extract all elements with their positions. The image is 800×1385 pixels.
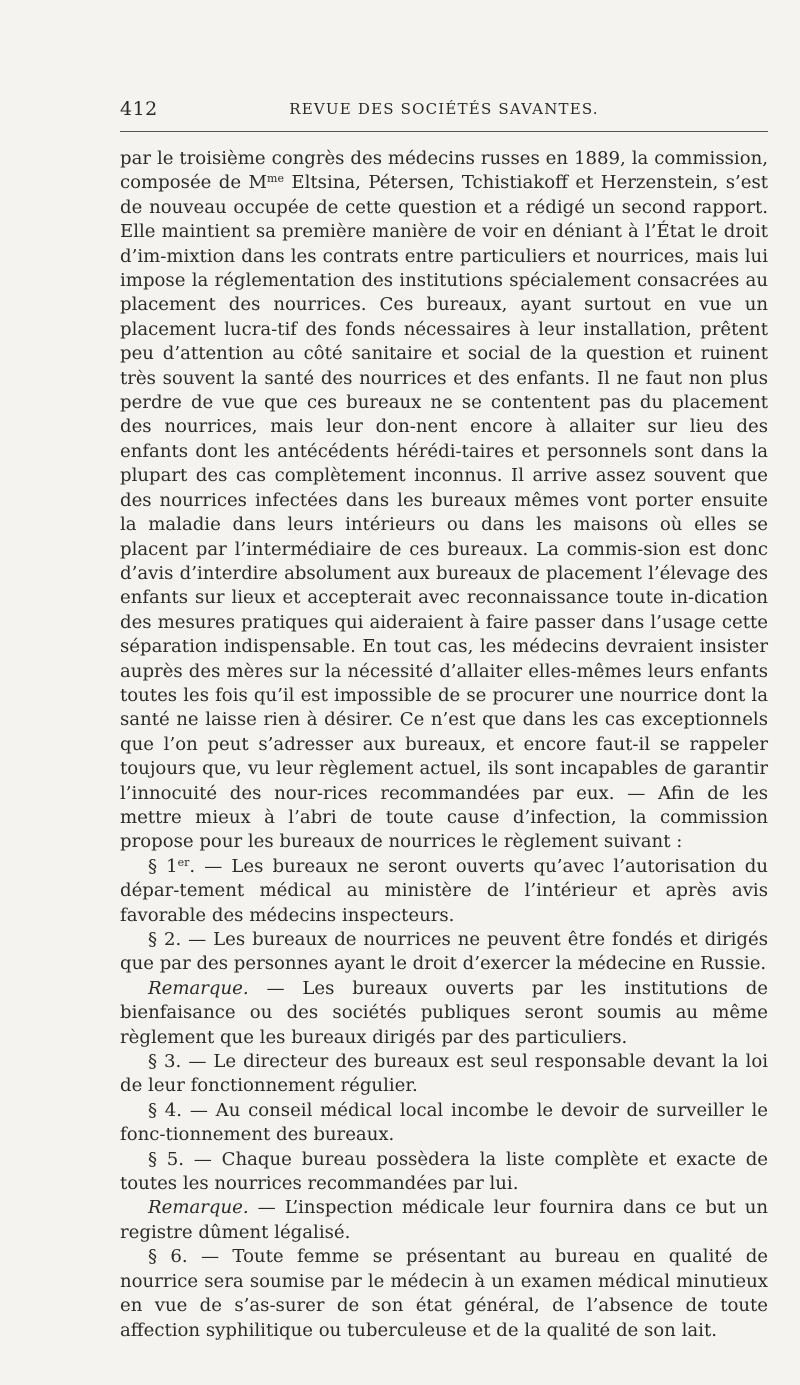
article-text: . — Les bureaux ne seront ouverts qu’avec l’autorisation du dépar-tement médical au ministère de l’intérieur et après avis favorable des médecins inspecteurs. xyxy=(120,855,768,926)
article-3 xyxy=(120,1050,768,1099)
article-1 xyxy=(120,855,768,928)
remark-text: — Les bureaux ouverts par les institutions de bienfaisance ou des sociétés publiques seront soumis au même règlement que les bureaux dirigés par des particuliers. xyxy=(120,977,768,1048)
remark-text: — L’inspection médicale leur fournira dans ce but un registre dûment légalisé. xyxy=(120,1197,768,1243)
remark-label: Remarque. xyxy=(148,977,249,999)
running-head xyxy=(120,98,768,124)
article-text: § 2. — Les bureaux de nourrices ne peuvent être fondés et dirigés que par des personnes ayant le droit d’exercer la médecine en Russie. xyxy=(120,929,768,975)
article-text: § 3. — Le directeur des bureaux est seul responsable devant la loi de leur fonctionnement régulier. xyxy=(120,1051,768,1097)
article-4 xyxy=(120,1099,768,1148)
remark-2 xyxy=(120,1196,768,1245)
article-number: § 1 xyxy=(148,855,178,877)
article-text: § 4. — Au conseil médical local incombe le devoir de surveiller le fonc-tionnement des bureaux. xyxy=(120,1099,768,1146)
header-rule xyxy=(120,131,768,132)
superscript: me xyxy=(267,172,284,186)
article-5 xyxy=(120,1148,768,1197)
superscript: er xyxy=(177,855,190,869)
paragraph-text: par le troisième congrès des médecins russes en 1889, la commission, composée de M xyxy=(120,148,768,194)
article-text: § 6. — Toute femme se présentant au bureau en qualité de nourrice sera soumise par le médecin à un examen médical minutieux en vue de s’as-surer de son état général, de l’absence de toute affection syphilitique ou tuberculeuse et de la qualité de son lait. xyxy=(120,1246,768,1341)
article-6 xyxy=(120,1245,768,1343)
article-2 xyxy=(120,928,768,977)
paragraph-commission xyxy=(120,147,768,855)
body-text xyxy=(120,147,768,1343)
remark-label: Remarque. xyxy=(148,1197,249,1219)
page-number: 412 xyxy=(120,98,158,120)
journal-title: REVUE DES SOCIÉTÉS SAVANTES. xyxy=(289,100,599,118)
remark-1 xyxy=(120,977,768,1050)
article-text: § 5. — Chaque bureau possèdera la liste complète et exacte de toutes les nourrices recommandées par lui. xyxy=(120,1148,768,1195)
paragraph-text: Eltsina, Pétersen, Tchistiakoff et Herzenstein, s’est de nouveau occupée de cette question et a rédigé un second rapport. Elle maintient sa première manière de voir en déniant à l’État le droit d’im-mixtion dans les contrats entre particuliers et nourrices, mais lui impose la réglementation des institutions spécialement consacrées au placement des nourrices. Ces bureaux, ayant surtout en vue un placement lucra-tif des fonds nécessaires à leur installation, prêtent peu d’attention au côté sanitaire et social de la question et ruinent très souvent la santé des nourrices et des enfants. Il ne faut non plus perdre de vue que ces bureaux ne se contentent pas du placement des nourrices, mais leur don-nent encore à allaiter sur lieu des enfants dont les antécédents hérédi-taires et personnels sont dans la plupart des cas complètement inconnus. Il arrive assez souvent que des nourrices infectées dans les bureaux mêmes vont porter ensuite la maladie dans leurs intérieurs ou dans les maisons où elles se placent par l’intermédiaire de ces bureaux. La commis-sion est donc d’avis d’interdire absolument aux bureaux de placement l’élevage des enfants sur lieux et accepterait avec reconnaissance toute in-dication des mesures pratiques qui aideraient à faire passer dans l’usage cette séparation indispensable. En tout cas, les médecins devraient insister auprès des mères sur la nécessité d’allaiter elles-mêmes leurs enfants toutes les fois qu’il est impossible de se procurer une nourrice dont la santé ne laisse rien à désirer. Ce n’est que dans les cas exceptionnels que l’on peut s’adresser aux bureaux, et encore faut-il se rappeler toujours que, vu leur règlement actuel, ils sont incapables de garantir l’innocuité des nour-rices recommandées par eux. — Afin de les mettre mieux à l’abri de toute cause d’infection, la commission propose pour les bureaux de nourrices le règlement suivant : xyxy=(120,172,768,853)
